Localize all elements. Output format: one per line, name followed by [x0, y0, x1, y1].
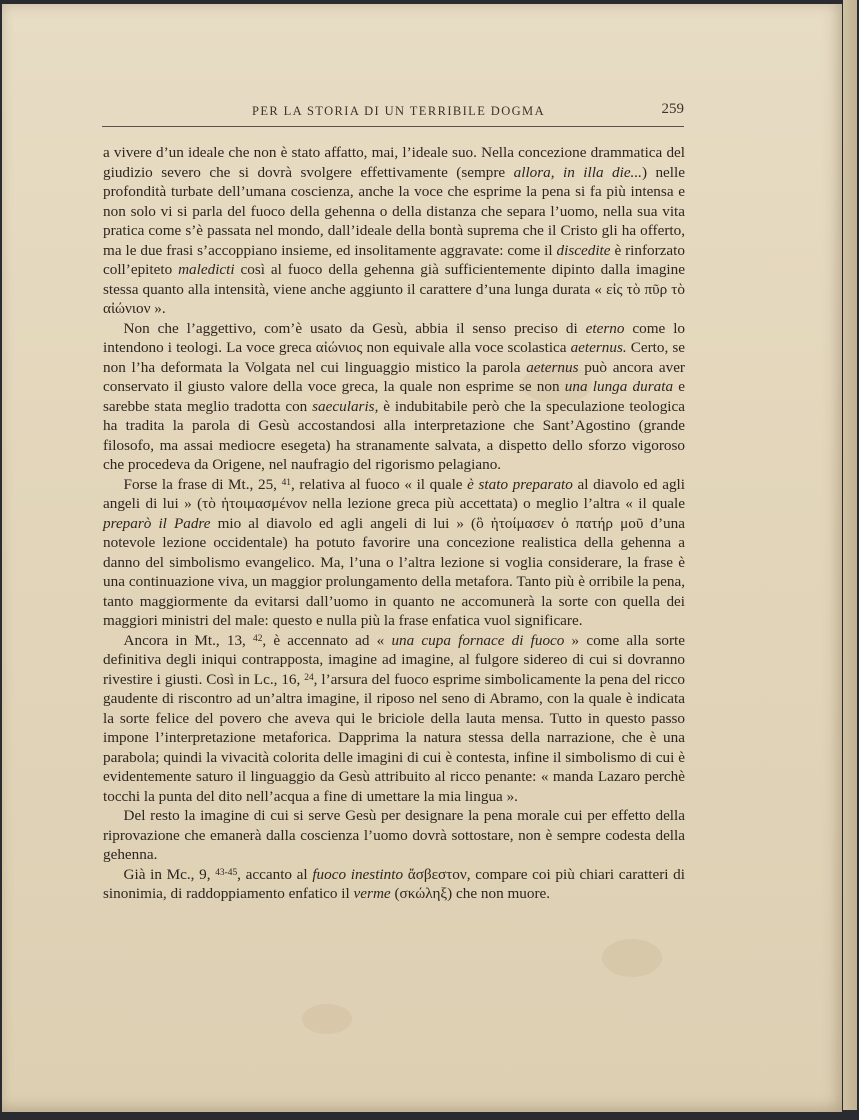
italic-text: fuoco inestinto — [312, 865, 404, 883]
paper-stain — [602, 939, 662, 977]
text-run: è indubitabile però che la speculazione teologica ha tradita la parola di Gesù accostandosi alla interpretazione che Sant’Agostino (grande filosofo, ma assai mediocre esegeta) ha stranamente salvata, a dispetto dello sforzo vigoroso che procedeva da Origene, nel naufragio del rigorismo pelagiano. — [103, 397, 685, 473]
verse-superscript: 43-45 — [215, 867, 238, 878]
text-run: , l’arsura del fuoco esprime simbolicamente la pena del ricco gaudente di riscontro ad un’altra imagine, il riposo nel seno di Abramo, con la quale è indicata la sorte felice del povero che aveva qui le briciole della lauta mensa. Tutto in questo passo impone l’interpretazione metaforica. Dapprima la natura stessa della narrazione, che è una parabola; quindi la vivacità colorita delle imagini di cui è contesta, infine il simbolismo di cui è evidentemente saturo il linguaggio da Gesù attribuito al ricco penante: « manda Lazaro perchè tocchi la punta del dito nell’acqua a fine di umettare la mia lingua ». — [103, 670, 685, 805]
text-run: » come alla sorte definitiva degli iniqui contrapposta, imagine ad imagine, al fulgore sidereo di cui si dovranno rivestire i giusti. Così in Lc., 16, — [103, 631, 685, 688]
italic-text: aeternus — [526, 358, 579, 376]
body-text — [103, 143, 685, 904]
text-run: , accanto al — [237, 865, 313, 883]
text-run: è rinforzato coll’epiteto — [103, 241, 685, 278]
text-run: Certo, se non l’ha deformata la Volgata nel cui linguaggio mistico la parola — [103, 339, 685, 376]
paragraph — [103, 865, 685, 904]
text-run: a vivere d’un ideale che non è stato affatto, mai, l’ideale suo. Nella concezione drammatica del giudizio severo che si dovrà svolgere effettivamente (sempre — [103, 144, 685, 181]
text-run: Non che l’aggettivo, com’è usato da Gesù, abbia il senso preciso di — [123, 319, 586, 337]
text-run: (σκώληξ) che non muore. — [390, 885, 551, 902]
text-run: mio al diavolo ed agli angeli di lui » (ὃ ἡτοίμασεν ὁ πατήρ μοῦ d’una notevole lezione occidentale) ha potuto favorire una concezione realistica della gehenna a danno del simbolismo evangelico. Ma, l’una o l’altra lezione si voglia considerare, la frase è una continuazione viva, un maggior prolungamento della metafora. Tanto più è orribile la pena, tanto maggiormente da evitarsi dall’uomo in quanto ne accomunerà la sorte con quella dei maggiori ministri del male: questo e nulla più la frase enfatica vuol significare. — [103, 514, 685, 629]
paragraph — [103, 319, 685, 475]
text-run: può ancora aver conservato il giusto valore della voce greca, la quale non esprime se non — [103, 358, 685, 395]
verse-superscript: 41 — [281, 477, 291, 488]
text-run: Del resto la imagine di cui si serve Gesù per designare la pena morale cui per effetto della riprovazione che emanerà dalla coscienza l’uomo dovrà sottostare, non è sempre codesta della gehenna. — [103, 807, 685, 863]
italic-text: è stato preparato — [467, 475, 573, 493]
italic-text: saecularis, — [312, 397, 379, 415]
text-run: ἄσβεστον, compare coi più chiari caratteri di sinonimia, di raddoppiamento enfatico il — [103, 865, 685, 902]
paper-stain — [302, 1004, 352, 1034]
text-run: come lo intendono i teologi. La voce greca αἰώνιος non equivale alla voce scolastica — [103, 319, 686, 356]
page-edge — [843, 0, 857, 1110]
paragraph — [103, 475, 685, 631]
italic-text: aeternus. — [570, 339, 627, 356]
text-run: Ancora in Mt., 13, — [123, 631, 254, 649]
italic-text: maledicti — [178, 261, 235, 278]
text-run: e sarebbe stata meglio tradotta con — [103, 378, 685, 415]
text-run: , è accennato ad « — [262, 631, 392, 649]
verse-superscript: 42 — [253, 633, 263, 644]
italic-text: eterno — [585, 319, 625, 337]
paragraph — [103, 806, 685, 865]
italic-text: preparò il Padre — [103, 514, 211, 532]
italic-text: una lunga durata — [564, 378, 674, 395]
italic-text: allora, in illa die... — [513, 163, 642, 181]
text-run: così al fuoco della gehenna già sufficientemente dipinto dalla imagine stessa quanto alla intensità, viene anche aggiunto il carattere d’una lunga durata « εἰς τὸ πῦρ τὸ αἰώνιον ». — [103, 261, 685, 317]
italic-text: una cupa fornace di fuoco — [391, 631, 565, 649]
italic-text: verme — [353, 885, 391, 902]
text-run: Forse la frase di Mt., 25, — [123, 475, 282, 493]
paragraph — [103, 143, 685, 319]
page-header — [102, 101, 684, 127]
paragraph — [103, 631, 685, 807]
text-run: , relativa al fuoco « il quale — [291, 475, 468, 493]
verse-superscript: 24 — [304, 672, 314, 683]
italic-text: discedite — [556, 241, 611, 259]
text-run: al diavolo ed agli angeli di lui » (τὸ ἡτοιμασμένον nella lezione greca più accettata) o meglio l’altra « il quale — [103, 475, 685, 512]
text-run: ) nelle profondità turbate dell’umana coscienza, anche la voce che esprime la pena si fa più intensa e non solo vi si parla del fuoco della gehenna o della distanza che separa l’uomo, nella sua vita pratica come s’è passata nel mondo, dall’ideale della bontà suprema che il Cristo gli ha offerto, ma le due frasi s’accoppiano insieme, ed insolitamente aggravate: come il — [103, 163, 685, 259]
page-number: 259 — [661, 101, 684, 117]
text-run: Già in Mc., 9, — [123, 865, 216, 883]
running-head: PER LA STORIA DI UN TERRIBILE DOGMA — [252, 104, 545, 118]
